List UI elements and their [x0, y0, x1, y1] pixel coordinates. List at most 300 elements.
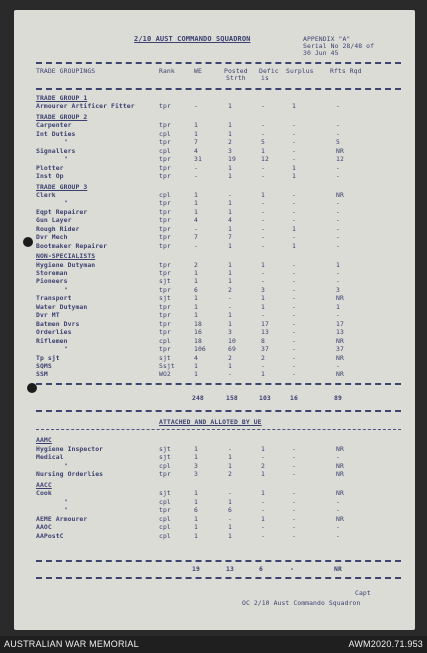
cell-rfts: - — [336, 233, 340, 242]
cell-rank: tpr — [159, 260, 171, 269]
cell-posted: 4 — [228, 216, 232, 225]
cell-posted: 1 — [228, 523, 232, 531]
cell-rank: tpr — [159, 138, 171, 147]
total-surplus: 16 — [290, 394, 298, 402]
cell-defic: - — [261, 129, 265, 138]
cell-posted: 1 — [228, 163, 232, 172]
cell-defic: - — [261, 241, 265, 250]
cell-rfts: NR — [336, 190, 344, 199]
cell-defic: 1 — [261, 190, 265, 199]
cell-defic: 3 — [261, 285, 265, 294]
cell-defic: 2 — [261, 353, 265, 362]
cell-surplus: - — [292, 531, 296, 540]
row-label: Clerk — [36, 190, 56, 199]
row-label: Plotter — [36, 163, 64, 172]
cell-we: 106 — [194, 345, 206, 354]
header-cell: Rank — [159, 67, 175, 75]
total-surplus: - — [290, 565, 294, 573]
cell-defic: - — [261, 163, 265, 172]
cell-surplus: 1 — [292, 102, 296, 111]
cell-rank: tpr — [159, 302, 171, 311]
cell-rfts: - — [336, 121, 340, 130]
cell-rank: tpr — [159, 328, 171, 337]
cell-rank: tpr — [159, 216, 171, 225]
cell-posted: 1 — [228, 269, 232, 277]
cell-rfts: - — [336, 506, 340, 514]
total-rfts: NR — [334, 565, 342, 573]
cell-surplus: - — [292, 199, 296, 208]
cell-posted: 69 — [228, 345, 236, 354]
group-heading: AACC — [36, 480, 52, 489]
cell-surplus: - — [292, 514, 296, 523]
cell-posted: 3 — [228, 146, 232, 155]
cell-surplus: - — [292, 121, 296, 130]
group-heading: TRADE GROUP 1 — [36, 94, 88, 102]
cell-rfts: 13 — [336, 328, 344, 337]
cell-defic: - — [261, 453, 265, 461]
cell-rank: tpr — [159, 102, 171, 111]
cell-surplus: - — [292, 146, 296, 155]
cell-defic: - — [261, 233, 265, 242]
cell-surplus: - — [292, 370, 296, 379]
row-label: Hygiene Dutyman — [36, 260, 96, 269]
row-label: Rough Rider — [36, 224, 80, 233]
row-label: Signallers — [36, 146, 76, 155]
cell-surplus: 1 — [292, 172, 296, 181]
cell-we: 1 — [194, 361, 198, 370]
cell-defic: 1 — [261, 260, 265, 269]
cell-posted: - — [228, 190, 232, 199]
row-label: " — [64, 345, 68, 354]
cell-rank: WO2 — [159, 370, 171, 379]
cell-defic: 2 — [261, 461, 265, 470]
row-label: Nursing Orderlies — [36, 470, 104, 478]
cell-posted: 1 — [228, 129, 232, 138]
row-label: " — [64, 506, 68, 514]
cell-rank: cpl — [159, 146, 171, 155]
cell-defic: 1 — [261, 489, 265, 497]
cell-we: - — [194, 241, 198, 250]
cell-rfts: 12 — [336, 155, 344, 164]
cell-surplus: - — [292, 155, 296, 164]
row-label: Dvr MT — [36, 311, 60, 320]
header-cell-line2: Strth — [226, 74, 246, 82]
group-heading: TRADE GROUP 3 — [36, 182, 88, 191]
signature-capt: Capt — [355, 589, 371, 597]
cell-rank: sjt — [159, 453, 171, 461]
cell-rfts: - — [336, 453, 340, 461]
header-cell-line2: is — [261, 74, 269, 82]
cell-rank: tpr — [159, 172, 171, 181]
cell-surplus: - — [292, 489, 296, 497]
group-heading: TRADE GROUP 2 — [36, 112, 88, 121]
cell-rank: cpl — [159, 461, 171, 470]
cell-we: 1 — [194, 453, 198, 461]
cell-posted: 1 — [228, 319, 232, 328]
cell-posted: - — [228, 514, 232, 523]
cell-we: 6 — [194, 506, 198, 514]
cell-rfts: 5 — [336, 138, 340, 147]
cell-defic: - — [261, 224, 265, 233]
cell-rfts: NR — [336, 146, 344, 155]
row-label: SQMS — [36, 361, 52, 370]
cell-we: 1 — [194, 121, 198, 130]
row-label: Int Duties — [36, 129, 76, 138]
cell-we: 7 — [194, 138, 198, 147]
row-label: AEME Armourer — [36, 514, 88, 523]
cell-rank: sjt — [159, 444, 171, 453]
cell-posted: 19 — [228, 155, 236, 164]
footer-accession: AWM2020.71.953 — [348, 639, 423, 649]
cell-posted: 2 — [228, 285, 232, 294]
cell-surplus: - — [292, 453, 296, 461]
cell-defic: - — [261, 172, 265, 181]
cell-we: 1 — [194, 207, 198, 216]
row-label: Inst Op — [36, 172, 64, 181]
cell-defic: 1 — [261, 146, 265, 155]
cell-rank: sjt — [159, 277, 171, 286]
cell-rfts: 1 — [336, 302, 340, 311]
cell-defic: 5 — [261, 138, 265, 147]
cell-defic: - — [261, 311, 265, 320]
cell-defic: - — [261, 531, 265, 540]
cell-rfts: - — [336, 269, 340, 277]
cell-surplus: - — [292, 328, 296, 337]
cell-rank: Ssjt — [159, 361, 175, 370]
cell-posted: 1 — [228, 277, 232, 286]
cell-surplus: - — [292, 311, 296, 320]
group-heading: AAMC — [36, 436, 52, 444]
cell-we: 6 — [194, 285, 198, 294]
cell-rank: tpr — [159, 121, 171, 130]
document-date: 30 Jun 45 — [303, 49, 339, 57]
attached-rule — [36, 429, 401, 430]
cell-rfts: - — [336, 102, 340, 111]
cell-posted: - — [228, 294, 232, 303]
cell-surplus: - — [292, 294, 296, 303]
cell-rank: cpl — [159, 531, 171, 540]
cell-we: 4 — [194, 216, 198, 225]
cell-posted: 7 — [228, 233, 232, 242]
cell-rfts: NR — [336, 336, 344, 345]
cell-posted: 1 — [228, 102, 232, 111]
cell-defic: - — [261, 497, 265, 506]
header-cell: Posted — [224, 67, 248, 75]
cell-rfts: - — [336, 224, 340, 233]
row-label: Carpenter — [36, 121, 72, 130]
cell-defic: 37 — [261, 345, 269, 354]
cell-rank: tpr — [159, 269, 171, 277]
cell-defic: 17 — [261, 319, 269, 328]
cell-rank: cpl — [159, 497, 171, 506]
cell-we: 1 — [194, 294, 198, 303]
cell-defic: - — [261, 277, 265, 286]
cell-rfts: - — [336, 216, 340, 225]
archive-footer — [0, 636, 427, 653]
cell-we: 1 — [194, 311, 198, 320]
cell-surplus: - — [292, 302, 296, 311]
serial-number: Serial No 28/48 of — [303, 42, 375, 50]
cell-rank: tpr — [159, 155, 171, 164]
cell-rank: sjt — [159, 353, 171, 362]
signature-line: OC 2/10 Aust Commando Squadron — [242, 599, 361, 607]
cell-defic: 1 — [261, 302, 265, 311]
cell-surplus: - — [292, 216, 296, 225]
cell-we: 1 — [194, 269, 198, 277]
cell-defic: - — [261, 207, 265, 216]
cell-defic: 8 — [261, 336, 265, 345]
cell-we: 1 — [194, 302, 198, 311]
attached-totals-bottom-rule — [36, 577, 401, 579]
cell-rfts: 1 — [336, 260, 340, 269]
cell-rfts: - — [336, 163, 340, 172]
cell-posted: 1 — [228, 121, 232, 130]
cell-posted: - — [228, 489, 232, 497]
row-label: Bootmaker Repairer — [36, 241, 108, 250]
cell-we: 2 — [194, 260, 198, 269]
cell-surplus: - — [292, 233, 296, 242]
cell-posted: 1 — [228, 361, 232, 370]
cell-rank: tpr — [159, 207, 171, 216]
cell-posted: 2 — [228, 470, 232, 478]
cell-posted: 1 — [228, 260, 232, 269]
cell-posted: 1 — [228, 172, 232, 181]
cell-surplus: - — [292, 506, 296, 514]
cell-posted: 10 — [228, 336, 236, 345]
cell-we: 1 — [194, 523, 198, 531]
cell-defic: 13 — [261, 328, 269, 337]
row-label: Medical — [36, 453, 64, 461]
header-cell: Defic — [259, 67, 279, 75]
row-label: Tp sjt — [36, 353, 60, 362]
cell-rank: cpl — [159, 190, 171, 199]
appendix-label: APPENDIX "A" — [303, 35, 351, 43]
cell-defic: - — [261, 361, 265, 370]
cell-surplus: - — [292, 353, 296, 362]
total-posted: 13 — [226, 565, 234, 573]
cell-defic: - — [261, 523, 265, 531]
cell-surplus: - — [292, 190, 296, 199]
cell-surplus: - — [292, 207, 296, 216]
cell-we: - — [194, 102, 198, 111]
cell-surplus: - — [292, 277, 296, 286]
cell-defic: 1 — [261, 444, 265, 453]
cell-rfts: NR — [336, 370, 344, 379]
cell-defic: - — [261, 506, 265, 514]
cell-we: 31 — [194, 155, 202, 164]
cell-we: 1 — [194, 514, 198, 523]
cell-rank: tpr — [159, 163, 171, 172]
row-label: AAOC — [36, 523, 52, 531]
cell-rank: tpr — [159, 285, 171, 294]
cell-surplus: - — [292, 345, 296, 354]
total-we: 248 — [192, 394, 204, 402]
cell-rfts: - — [336, 241, 340, 250]
cell-posted: 1 — [228, 199, 232, 208]
header-cell: Surplus — [286, 67, 314, 75]
total-defic: 6 — [259, 565, 263, 573]
cell-defic: - — [261, 216, 265, 225]
cell-posted: 1 — [228, 311, 232, 320]
cell-rfts: NR — [336, 353, 344, 362]
group-heading: NON-SPECIALISTS — [36, 252, 96, 261]
cell-rfts: NR — [336, 444, 344, 453]
cell-rank: cpl — [159, 514, 171, 523]
cell-rank: tpr — [159, 224, 171, 233]
document-title: 2/10 AUST COMMANDO SQUADRON — [134, 35, 251, 43]
cell-posted: 2 — [228, 353, 232, 362]
cell-we: 18 — [194, 319, 202, 328]
row-label: Transport — [36, 294, 72, 303]
cell-rfts: - — [336, 361, 340, 370]
row-label: " — [64, 138, 68, 147]
cell-we: 3 — [194, 461, 198, 470]
cell-posted: 1 — [228, 531, 232, 540]
cell-we: 3 — [194, 470, 198, 478]
cell-we: 1 — [194, 531, 198, 540]
cell-we: 18 — [194, 336, 202, 345]
cell-surplus: - — [292, 260, 296, 269]
cell-we: 4 — [194, 146, 198, 155]
cell-rfts: 3 — [336, 285, 340, 294]
cell-rank: sjt — [159, 489, 171, 497]
cell-rfts: - — [336, 172, 340, 181]
row-label: Eqpt Repairer — [36, 207, 88, 216]
cell-we: 7 — [194, 233, 198, 242]
cell-posted: 2 — [228, 138, 232, 147]
cell-rfts: - — [336, 531, 340, 540]
cell-surplus: - — [292, 138, 296, 147]
row-label: AAPostC — [36, 531, 64, 540]
cell-defic: - — [261, 102, 265, 111]
cell-rank: sjt — [159, 294, 171, 303]
cell-surplus: - — [292, 269, 296, 277]
row-label: Gun Layer — [36, 216, 72, 225]
cell-defic: 1 — [261, 514, 265, 523]
row-label: Hygiene Inspector — [36, 444, 104, 453]
header-bottom-rule — [36, 88, 401, 90]
cell-rfts: NR — [336, 514, 344, 523]
cell-rfts: - — [336, 497, 340, 506]
cell-we: 4 — [194, 353, 198, 362]
document-page — [14, 10, 415, 630]
cell-posted: 1 — [228, 224, 232, 233]
cell-posted: 1 — [228, 207, 232, 216]
cell-we: 1 — [194, 277, 198, 286]
cell-defic: 1 — [261, 294, 265, 303]
row-label: Batmen Dvrs — [36, 319, 80, 328]
cell-rfts: - — [336, 311, 340, 320]
cell-surplus: 1 — [292, 163, 296, 172]
cell-posted: - — [228, 370, 232, 379]
attached-section-title: ATTACHED AND ALLOTED BY UE — [159, 418, 262, 426]
total-defic: 103 — [259, 394, 271, 402]
cell-surplus: - — [292, 470, 296, 478]
cell-we: 1 — [194, 497, 198, 506]
cell-we: 16 — [194, 328, 202, 337]
cell-rank: tpr — [159, 345, 171, 354]
header-cell: TRADE GROUPINGS — [36, 67, 96, 75]
cell-surplus: 1 — [292, 224, 296, 233]
cell-surplus: - — [292, 444, 296, 453]
row-label: " — [64, 199, 68, 208]
cell-we: 1 — [194, 199, 198, 208]
cell-surplus: - — [292, 497, 296, 506]
cell-we: 1 — [194, 129, 198, 138]
cell-rfts: - — [336, 207, 340, 216]
cell-surplus: - — [292, 129, 296, 138]
header-top-rule — [36, 62, 401, 64]
cell-defic: 1 — [261, 370, 265, 379]
row-label: Cook — [36, 489, 52, 497]
row-label: Riflemen — [36, 336, 68, 345]
row-label: " — [64, 461, 68, 470]
cell-surplus: - — [292, 285, 296, 294]
cell-posted: 1 — [228, 461, 232, 470]
cell-posted: - — [228, 444, 232, 453]
row-label: " — [64, 155, 68, 164]
cell-we: 1 — [194, 489, 198, 497]
cell-rfts: NR — [336, 470, 344, 478]
cell-rfts: - — [336, 523, 340, 531]
cell-posted: 3 — [228, 328, 232, 337]
cell-defic: - — [261, 121, 265, 130]
cell-rfts: NR — [336, 294, 344, 303]
footer-institution: AUSTRALIAN WAR MEMORIAL — [4, 639, 139, 649]
cell-defic: 1 — [261, 470, 265, 478]
cell-rank: tpr — [159, 311, 171, 320]
cell-rfts: 37 — [336, 345, 344, 354]
cell-surplus: - — [292, 336, 296, 345]
header-cell: Rfts Rqd — [330, 67, 362, 75]
cell-rank: tpr — [159, 506, 171, 514]
cell-defic: - — [261, 269, 265, 277]
cell-posted: 6 — [228, 506, 232, 514]
cell-rank: tpr — [159, 199, 171, 208]
punch-hole-top — [23, 237, 33, 247]
cell-rfts: NR — [336, 489, 344, 497]
attached-totals-top-rule — [36, 560, 401, 562]
cell-defic: - — [261, 199, 265, 208]
cell-rank: tpr — [159, 233, 171, 242]
cell-posted: 1 — [228, 241, 232, 250]
cell-surplus: - — [292, 461, 296, 470]
cell-rank: tpr — [159, 470, 171, 478]
row-label: Dvr Mech — [36, 233, 68, 242]
row-label: Storeman — [36, 269, 68, 277]
cell-surplus: - — [292, 523, 296, 531]
cell-rfts: 17 — [336, 319, 344, 328]
row-label: SSM — [36, 370, 48, 379]
row-label: " — [64, 497, 68, 506]
cell-we: - — [194, 163, 198, 172]
cell-we: 1 — [194, 190, 198, 199]
cell-defic: 12 — [261, 155, 269, 164]
cell-rfts: - — [336, 277, 340, 286]
cell-surplus: - — [292, 319, 296, 328]
header-cell: WE — [194, 67, 202, 75]
cell-surplus: 1 — [292, 241, 296, 250]
cell-surplus: - — [292, 361, 296, 370]
cell-rfts: NR — [336, 461, 344, 470]
totals-top-rule — [36, 383, 401, 385]
total-we: 19 — [192, 565, 200, 573]
cell-posted: 1 — [228, 497, 232, 506]
cell-we: 1 — [194, 444, 198, 453]
cell-we: - — [194, 224, 198, 233]
cell-we: - — [194, 172, 198, 181]
cell-rank: cpl — [159, 129, 171, 138]
